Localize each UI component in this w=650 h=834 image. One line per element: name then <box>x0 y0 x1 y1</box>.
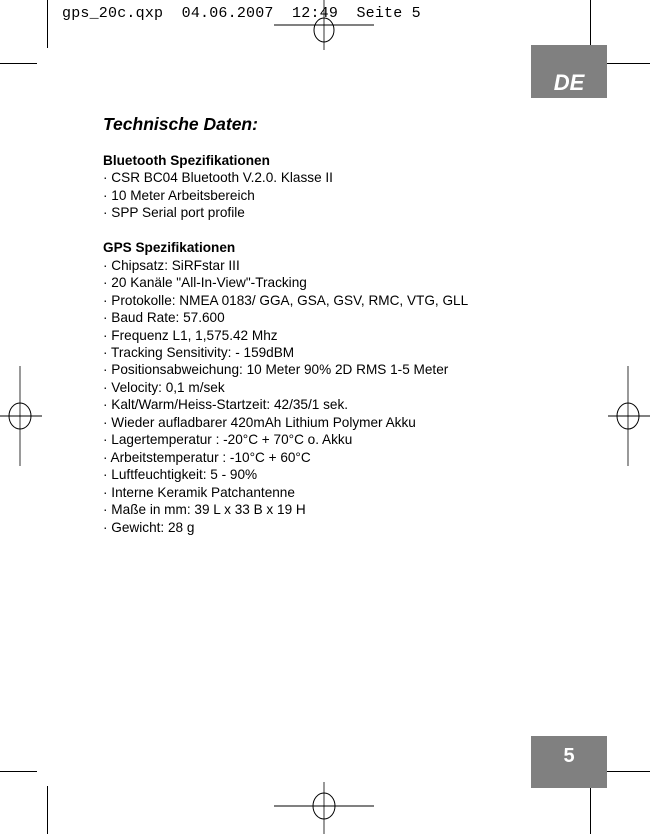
list-item: · Tracking Sensitivity: - 159dBM <box>103 344 295 360</box>
list-item: · Kalt/Warm/Heiss-Startzeit: 42/35/1 sek. <box>103 397 349 413</box>
print-slug: gps_20c.qxp 04.06.2007 12:49 Seite 5 <box>62 5 421 22</box>
list-item: · Velocity: 0,1 m/sek <box>103 379 225 395</box>
list-item: · Luftfeuchtigkeit: 5 - 90% <box>103 467 258 483</box>
crop-mark <box>0 63 37 64</box>
gps-section <box>103 239 468 536</box>
list-item: · Interne Keramik Patchantenne <box>103 484 295 500</box>
list-item: · Chipsatz: SiRFstar III <box>103 257 240 273</box>
list-item: · 20 Kanäle "All-In-View"-Tracking <box>103 275 307 291</box>
list-item: · CSR BC04 Bluetooth V.2.0. Klasse II <box>103 170 333 186</box>
section-heading: GPS Spezifikationen <box>103 240 236 256</box>
crop-mark <box>47 0 48 48</box>
list-item: · Baud Rate: 57.600 <box>103 310 225 326</box>
spec-content <box>103 152 468 536</box>
crop-mark <box>603 771 650 772</box>
list-item: · 10 Meter Arbeitsbereich <box>103 187 255 203</box>
list-item: · Gewicht: 28 g <box>103 519 195 535</box>
page-number: 5 <box>531 736 607 788</box>
list-item: · SPP Serial port profile <box>103 205 245 221</box>
section-heading: Bluetooth Spezifikationen <box>103 153 270 168</box>
page-title: Technische Daten: <box>103 114 258 134</box>
bluetooth-section <box>103 152 468 222</box>
list-item: · Arbeitstemperatur : -10°C + 60°C <box>103 449 311 465</box>
crop-mark <box>47 786 48 834</box>
crop-mark <box>590 0 591 48</box>
list-item: · Positionsabweichung: 10 Meter 90% 2D RMS 1-5 Meter <box>103 362 449 378</box>
list-item: · Maße in mm: 39 L x 33 B x 19 H <box>103 502 306 518</box>
registration-mark-icon <box>0 366 42 466</box>
registration-mark-icon <box>274 782 374 834</box>
list-item: · Frequenz L1, 1,575.42 Mhz <box>103 327 278 343</box>
crop-mark <box>590 786 591 834</box>
list-item: · Lagertemperatur : -20°C + 70°C o. Akku <box>103 432 353 448</box>
crop-mark <box>0 771 37 772</box>
language-tab: DE <box>531 45 607 98</box>
list-item: · Wieder aufladbarer 420mAh Lithium Polymer Akku <box>103 414 416 430</box>
crop-mark <box>603 63 650 64</box>
list-item: · Protokolle: NMEA 0183/ GGA, GSA, GSV, RMC, VTG, GLL <box>103 292 469 308</box>
registration-mark-icon <box>608 366 650 466</box>
